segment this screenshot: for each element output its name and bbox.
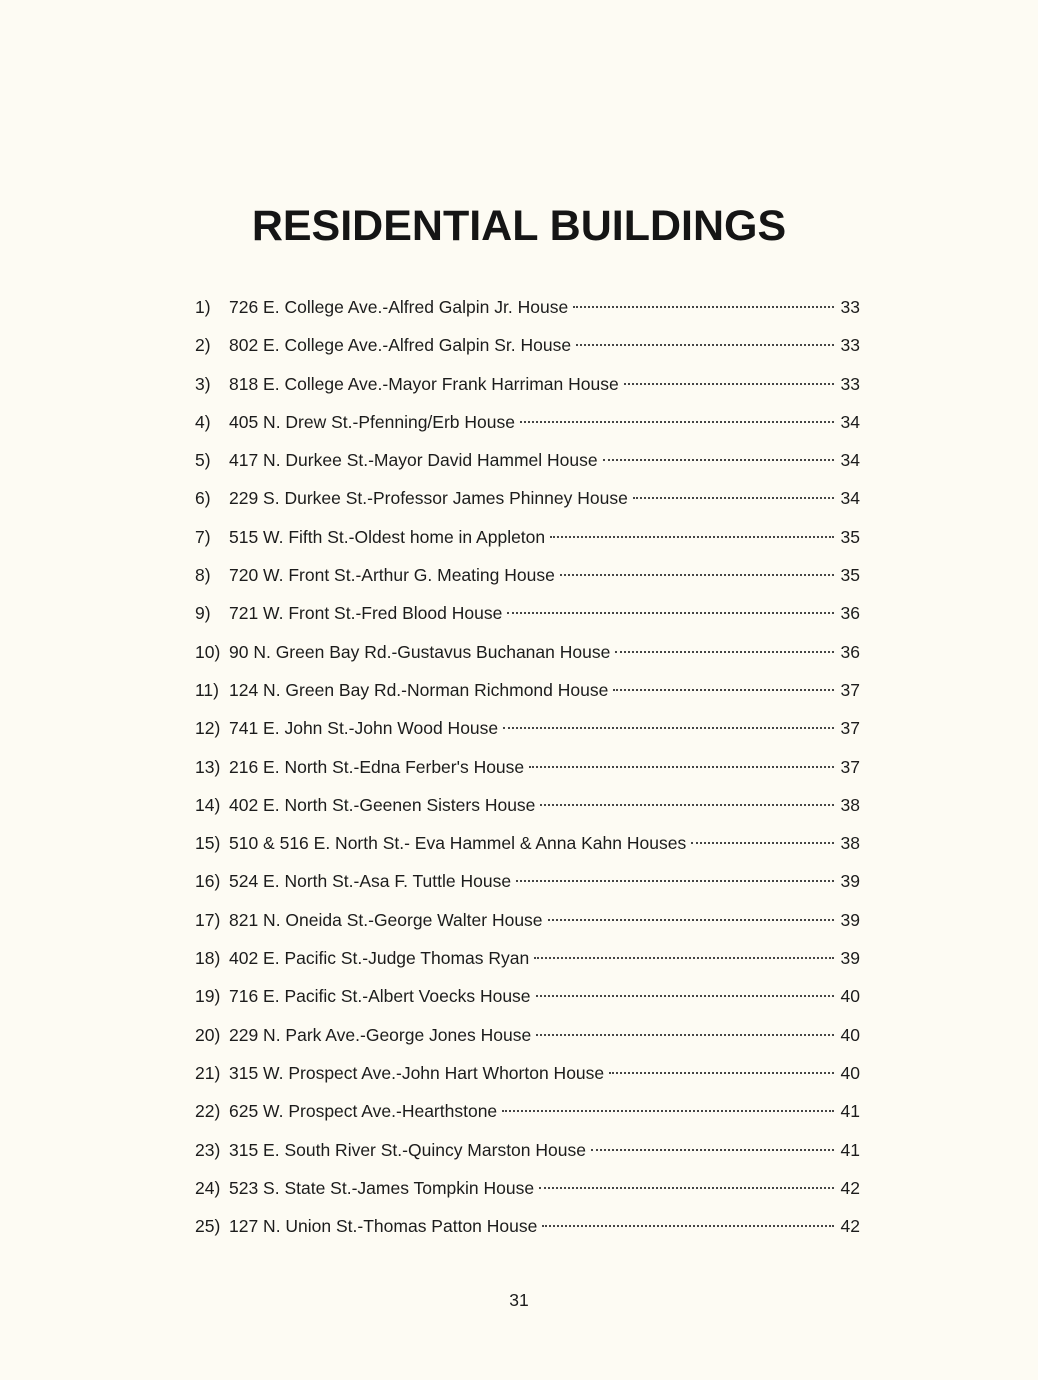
toc-entry — [195, 479, 860, 517]
toc-entry — [195, 939, 860, 977]
entry-title: 216 E. North St.-Edna Ferber's House — [229, 756, 525, 777]
entry-number: 8) — [195, 565, 211, 586]
dot-leader — [529, 766, 834, 768]
entry-title: 802 E. College Ave.-Alfred Galpin Sr. House — [229, 335, 572, 356]
entry-number: 12) — [195, 718, 221, 739]
dot-leader — [503, 727, 834, 729]
entry-title: 721 W. Front St.-Fred Blood House — [229, 603, 503, 624]
entry-number: 9) — [195, 603, 211, 624]
dot-leader — [536, 995, 834, 997]
entry-page-number: 39 — [840, 948, 860, 969]
entry-page-number: 33 — [840, 373, 860, 394]
dot-leader — [548, 919, 834, 921]
entry-title: 821 N. Oneida St.-George Walter House — [229, 909, 543, 930]
dot-leader — [516, 880, 834, 882]
dot-leader — [609, 1072, 834, 1074]
dot-leader — [615, 651, 834, 653]
entry-title: 315 E. South River St.-Quincy Marston House — [229, 1139, 586, 1160]
toc-entry — [195, 1169, 860, 1207]
entry-page-number: 42 — [840, 1216, 860, 1237]
toc-entry — [195, 824, 860, 862]
entry-number: 1) — [195, 297, 211, 317]
entry-page-number: 36 — [840, 603, 860, 624]
toc-entry — [195, 1131, 860, 1169]
entry-title: 726 E. College Ave.-Alfred Galpin Jr. House — [229, 297, 569, 317]
entry-number: 14) — [195, 794, 221, 815]
entry-page-number: 35 — [840, 565, 860, 586]
entry-page-number: 38 — [840, 833, 860, 854]
entry-number: 16) — [195, 871, 221, 892]
toc-entry — [195, 1016, 860, 1054]
toc-entry — [195, 786, 860, 824]
entry-page-number: 37 — [840, 679, 860, 700]
dot-leader — [624, 383, 834, 385]
entry-title: 124 N. Green Bay Rd.-Norman Richmond House — [229, 679, 609, 700]
entry-title: 716 E. Pacific St.-Albert Voecks House — [229, 986, 531, 1007]
entry-number: 7) — [195, 526, 211, 547]
entry-number: 6) — [195, 488, 211, 509]
entry-number: 20) — [195, 1024, 221, 1045]
entry-page-number: 40 — [840, 1062, 860, 1083]
entry-number: 17) — [195, 909, 221, 930]
entry-title: 523 S. State St.-James Tompkin House — [229, 1177, 535, 1198]
entry-page-number: 41 — [840, 1101, 860, 1122]
entry-title: 510 & 516 E. North St.- Eva Hammel & Anna Kahn Houses — [229, 833, 687, 854]
toc-entry — [195, 441, 860, 479]
toc-entry — [195, 365, 860, 403]
entry-number: 18) — [195, 948, 221, 969]
entry-page-number: 40 — [840, 986, 860, 1007]
dot-leader — [536, 1034, 834, 1036]
dot-leader — [542, 1225, 834, 1227]
entry-page-number: 40 — [840, 1024, 860, 1045]
toc-entry — [195, 977, 860, 1015]
entry-number: 11) — [195, 679, 219, 700]
toc-entry — [195, 518, 860, 556]
entry-number: 23) — [195, 1139, 221, 1160]
entry-page-number: 37 — [840, 718, 860, 739]
entry-number: 3) — [195, 373, 211, 394]
dot-leader — [539, 1187, 834, 1189]
entry-number: 10) — [195, 641, 221, 662]
entry-title: 402 E. North St.-Geenen Sisters House — [229, 794, 536, 815]
toc-entry — [195, 288, 860, 326]
table-of-contents — [195, 288, 860, 1245]
entry-number: 15) — [195, 833, 221, 854]
page-title: RESIDENTIAL BUILDINGS — [251, 202, 787, 250]
dot-leader — [520, 421, 834, 423]
dot-leader — [603, 459, 834, 461]
entry-number: 22) — [195, 1101, 221, 1122]
dot-leader — [691, 842, 834, 844]
entry-number: 19) — [195, 986, 221, 1007]
entry-page-number: 34 — [840, 488, 860, 509]
dot-leader — [576, 344, 834, 346]
dot-leader — [534, 957, 834, 959]
toc-entry — [195, 748, 860, 786]
entry-page-number: 39 — [840, 909, 860, 930]
toc-entry — [195, 326, 860, 364]
entry-number: 24) — [195, 1177, 221, 1198]
entry-title: 720 W. Front St.-Arthur G. Meating House — [229, 565, 555, 586]
dot-leader — [591, 1149, 834, 1151]
toc-entry — [195, 594, 860, 632]
dot-leader — [502, 1110, 834, 1112]
entry-title: 127 N. Union St.-Thomas Patton House — [229, 1216, 538, 1237]
entry-page-number: 33 — [840, 335, 860, 356]
entry-title: 315 W. Prospect Ave.-John Hart Whorton House — [229, 1062, 605, 1083]
dot-leader — [560, 574, 834, 576]
entry-page-number: 36 — [840, 641, 860, 662]
entry-page-number: 34 — [840, 411, 860, 432]
entry-page-number: 34 — [840, 450, 860, 471]
entry-title: 524 E. North St.-Asa F. Tuttle House — [229, 871, 512, 892]
toc-entry — [195, 709, 860, 747]
toc-entry — [195, 862, 860, 900]
entry-page-number: 39 — [840, 871, 860, 892]
toc-entry — [195, 901, 860, 939]
dot-leader — [573, 306, 834, 308]
dot-leader — [613, 689, 834, 691]
entry-title: 229 S. Durkee St.-Professor James Phinney House — [229, 488, 628, 509]
entry-title: 405 N. Drew St.-Pfenning/Erb House — [229, 411, 515, 432]
toc-entry — [195, 1092, 860, 1130]
entry-title: 402 E. Pacific St.-Judge Thomas Ryan — [229, 948, 530, 969]
entry-title: 625 W. Prospect Ave.-Hearthstone — [229, 1101, 498, 1122]
entry-title: 515 W. Fifth St.-Oldest home in Appleton — [229, 526, 546, 547]
dot-leader — [550, 536, 834, 538]
entry-title: 741 E. John St.-John Wood House — [229, 718, 499, 739]
entry-number: 13) — [195, 756, 221, 777]
toc-entry — [195, 1207, 860, 1245]
entry-title: 818 E. College Ave.-Mayor Frank Harriman House — [229, 373, 619, 394]
entry-page-number: 35 — [840, 526, 860, 547]
entry-page-number: 37 — [840, 756, 860, 777]
entry-page-number: 42 — [840, 1177, 860, 1198]
dot-leader — [633, 497, 834, 499]
entry-page-number: 41 — [840, 1139, 860, 1160]
page-number: 31 — [509, 1290, 529, 1310]
entry-number: 5) — [195, 450, 211, 471]
toc-entry — [195, 671, 860, 709]
entry-number: 21) — [195, 1062, 221, 1083]
entry-page-number: 33 — [840, 297, 860, 317]
entry-number: 25) — [195, 1216, 221, 1237]
dot-leader — [540, 804, 834, 806]
dot-leader — [507, 612, 834, 614]
entry-number: 2) — [195, 335, 211, 356]
entry-page-number: 38 — [840, 794, 860, 815]
toc-entry — [195, 403, 860, 441]
entry-number: 4) — [195, 411, 211, 432]
toc-entry — [195, 1054, 860, 1092]
entry-title: 229 N. Park Ave.-George Jones House — [229, 1024, 532, 1045]
entry-title: 417 N. Durkee St.-Mayor David Hammel House — [229, 450, 598, 471]
entry-title: 90 N. Green Bay Rd.-Gustavus Buchanan House — [229, 641, 611, 662]
toc-entry — [195, 633, 860, 671]
toc-entry — [195, 556, 860, 594]
